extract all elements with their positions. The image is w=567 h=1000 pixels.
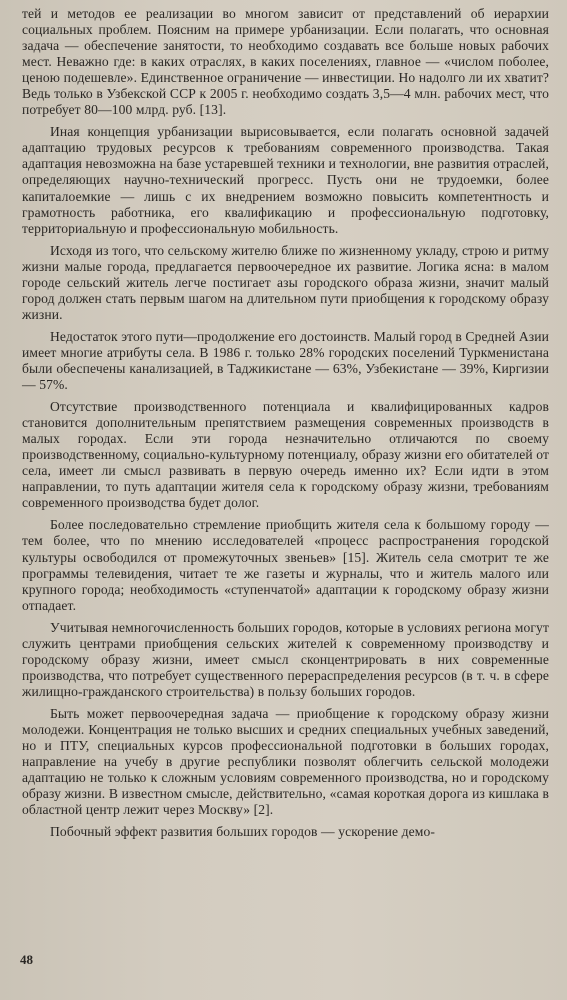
page-number: 48 — [20, 952, 33, 967]
paragraph-5: Отсутствие производственного потенциала и квалифицированных кадров становится дополнительным препятствием размещения современных производств в малых городах. Если эти города незначительно отличаются по своему производственному, социально-культурному потенциалу, образу жизни его обитателей от села, имеет ли смысл развивать в первую очередь именно их? Если идти в этом направлении, то путь адаптации жителя села к городскому образу жизни, требованиям современного производства будет долог. — [22, 399, 549, 511]
paragraph-8: Быть может первоочередная задача — приобщение к городскому образу жизни молодежи. Концентрация не только высших и средних специальных учебных заведений, но и ПТУ, специальных курсов профессиональной подготовки в больших городах, направление на учебу в другие республики позволят облегчить сельской молодежи адаптацию не только к сложным условиям современного производства, но и городскому образу жизни. В известном смысле, действительно, «самая короткая дорога из кишлака в областной центр лежит через Москву» [2]. — [22, 705, 549, 818]
paragraph-3: Исходя из того, что сельскому жителю ближе по жизненному укладу, строю и ритму жизни малые города, предлагается первоочередное их развитие. Логика ясна: в малом городе сельский житель легче постигает азы городского образа жизни, значит малый город должен стать первым шагом на длительном пути приобщения к городскому образу жизни. — [22, 242, 549, 322]
paragraph-7: Учитывая немногочисленность больших городов, которые в условиях региона могут служить центрами приобщения сельских жителей к современному производству и городскому образу жизни, имеет смысл сконцентрировать в них современные производства, что потребует существенного перераспределения ресурсов (в т. ч. в сфере жилищно-гражданского строительства) в пользу больших городов. — [22, 619, 549, 699]
paragraph-4: Недостаток этого пути—продолжение его достоинств. Малый город в Средней Азии имеет многие атрибуты села. В 1986 г. только 28% городских поселений Туркменистана были обеспечены канализацией, в Таджикистане — 63%, Узбекистане — 39%, Киргизии — 57%. — [22, 328, 549, 393]
paragraph-6: Более последовательно стремление приобщить жителя села к большому городу — тем более, что по мнению исследователей «процесс распространения городской культуры освободился от промежуточных звеньев» [15]. Житель села смотрит те же программы телевидения, читает те же газеты и журналы, что и житель малого или крупного города; необходимость «ступенчатой» адаптации к городскому образу жизни отпадает. — [22, 517, 549, 613]
paragraph-1: тей и методов ее реализации во многом зависит от представлений об иерархии социальных проблем. Поясним на примере урбанизации. Если полагать, что основная задача — обеспечение занятости, то необходимо создавать все больше новых рабочих мест. Неважно где: в каких отраслях, в каких поселениях, главное — «числом поболее, ценою подешевле». Единственное ограничение — инвестиции. Но надолго ли их хватит? Ведь только в Узбекской ССР к 2005 г. необходимо создать 3,5—4 млн. рабочих мест, что потребует 80—100 млрд. руб. [13]. — [22, 6, 549, 118]
paragraph-2: Иная концепция урбанизации вырисовывается, если полагать основной задачей адаптацию трудовых ресурсов к требованиям современного производства. Такая адаптация невозможна на базе устаревшей техники и технологии, вне развития отраслей, определяющих научно-технический прогресс. Пусть они не трудоемки, более капиталоемкие — лишь с их внедрением возможно повысить компетентность и грамотность работника, его квалификацию и профессиональную подготовку, территориальную и профессиональную мобильность. — [22, 124, 549, 236]
body-text — [22, 6, 549, 840]
paragraph-9: Побочный эффект развития больших городов — ускорение демо- — [50, 824, 435, 840]
